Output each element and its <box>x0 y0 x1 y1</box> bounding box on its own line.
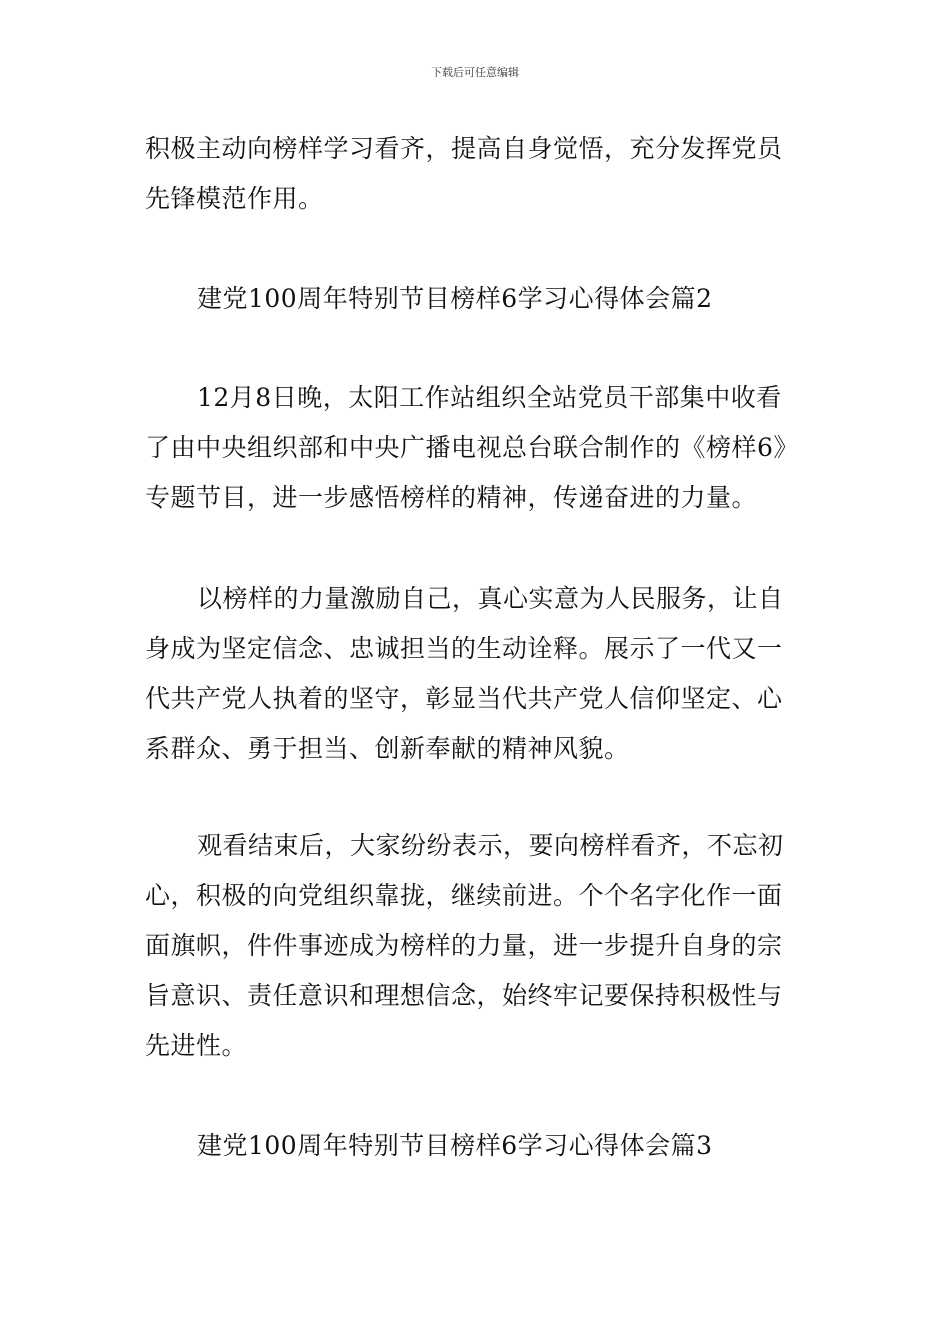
paragraph-line: 12月8日晚，太阳工作站组织全站党员干部集中收看 <box>197 383 782 412</box>
paragraph-line: 身成为坚定信念、忠诚担当的生动诠释。展示了一代又一 <box>145 634 783 663</box>
heading-text: 建党100周年特别节目榜样6学习心得体会篇2 <box>197 284 713 313</box>
section-heading-2 <box>145 274 810 324</box>
paragraph-2 <box>145 574 810 774</box>
paragraph-line: 旨意识、责任意识和理想信念，始终牢记要保持积极性与 <box>145 981 783 1010</box>
paragraph-line: 了由中央组织部和中央广播电视总台联合制作的《榜样6》 <box>145 433 799 462</box>
paragraph-line: 系群众、勇于担当、创新奉献的精神风貌。 <box>145 734 630 763</box>
section-heading-3 <box>145 1121 810 1171</box>
paragraph-line: 先锋模范作用。 <box>145 184 324 213</box>
heading-text: 建党100周年特别节目榜样6学习心得体会篇3 <box>197 1131 713 1160</box>
paragraph-line: 以榜样的力量激励自己，真心实意为人民服务，让自 <box>197 584 784 613</box>
paragraph-3 <box>145 821 810 1071</box>
paragraph-1 <box>145 373 810 523</box>
paragraph-line: 先进性。 <box>145 1031 248 1060</box>
paragraph-intro <box>145 124 810 224</box>
paragraph-line: 面旗帜，件件事迹成为榜样的力量，进一步提升自身的宗 <box>145 931 783 960</box>
paragraph-line: 观看结束后，大家纷纷表示，要向榜样看齐，不忘初 <box>197 831 784 860</box>
paragraph-line: 心，积极的向党组织靠拢，继续前进。个个名字化作一面 <box>145 881 783 910</box>
page-header: 下载后可任意编辑 <box>431 66 519 79</box>
paragraph-line: 专题节目，进一步感悟榜样的精神，传递奋进的力量。 <box>145 483 758 512</box>
paragraph-line: 积极主动向榜样学习看齐，提高自身觉悟，充分发挥党员 <box>145 134 783 163</box>
paragraph-line: 代共产党人执着的坚守，彰显当代共产党人信仰坚定、心 <box>145 684 783 713</box>
